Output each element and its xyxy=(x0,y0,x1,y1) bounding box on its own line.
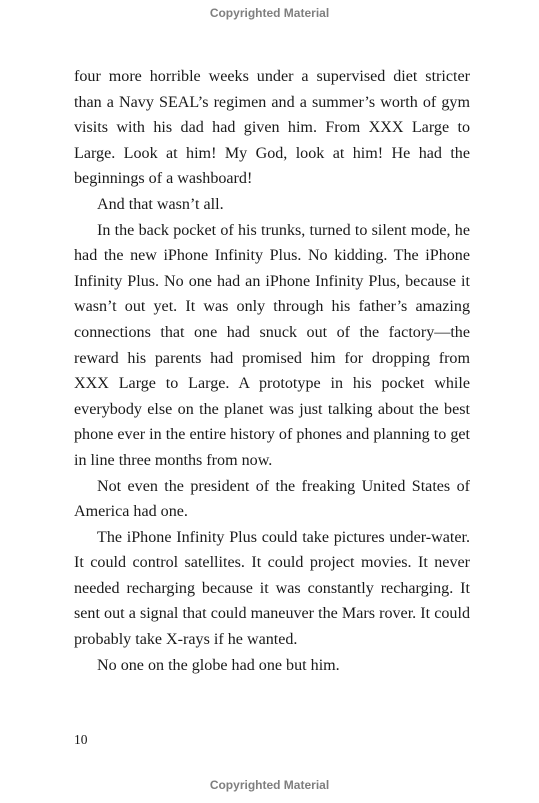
copyright-watermark-bottom: Copyrighted Material xyxy=(209,778,330,792)
paragraph-1: four more horrible weeks under a supervised diet stricter than a Navy SEAL’s regimen and a summer’s worth of gym visits with his dad had given him. From XXX Large to Large. Look at him! My God, look at him! He had the beginnings of a washboard! xyxy=(74,68,470,188)
page-body xyxy=(74,64,470,678)
paragraph-5: The iPhone Infinity Plus could take pictures under-water. It could control satellites. It could project movies. It never needed recharging because it was constantly recharging. It sent out a signal that could maneuver the Mars rover. It could probably take X-rays if he wanted. xyxy=(74,528,470,649)
paragraph-6: No one on the globe had one but him. xyxy=(97,656,340,674)
paragraph-3: In the back pocket of his trunks, turned to silent mode, he had the new iPhone Infinity Plus. No kidding. The iPhone Infinity Plus. No one had an iPhone Infinity Plus, because it wasn’t out yet. It was only through his father’s amazing connections that one had snuck out of the factory—the reward his parents had promised him for dropping from XXX Large to Large. A prototype in his pocket while everybody else on the planet was just talking about the best phone ever in the entire history of phones and planning to get in line three months from now. xyxy=(74,221,470,469)
copyright-watermark-top: Copyrighted Material xyxy=(209,6,330,20)
paragraph-4: Not even the president of the freaking United States of America had one. xyxy=(74,477,470,521)
page-number: 10 xyxy=(74,732,88,747)
paragraph-2: And that wasn’t all. xyxy=(97,195,224,213)
